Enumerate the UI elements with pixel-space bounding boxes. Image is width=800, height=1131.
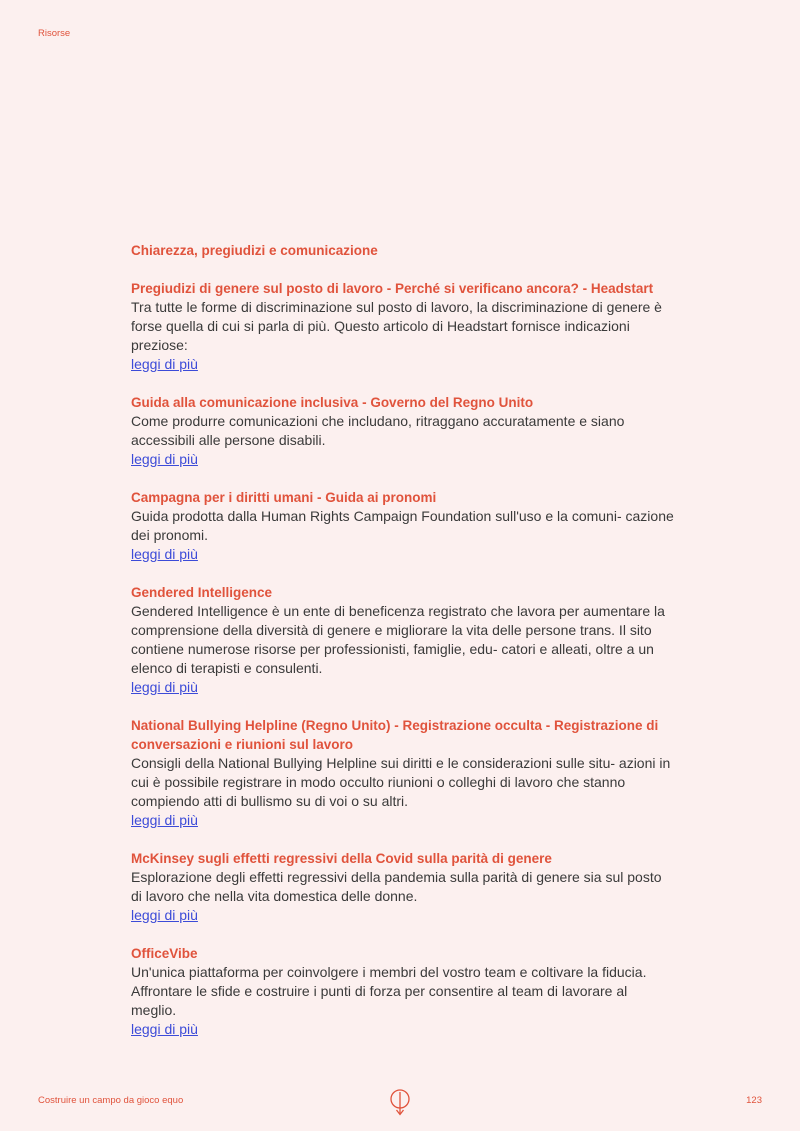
section-title: Chiarezza, pregiudizi e comunicazione — [131, 243, 378, 258]
resource-description: Esplorazione degli effetti regressivi della pandemia sulla parità di genere sia sul posto di lavoro che nella vita domestica delle donne. — [131, 869, 662, 904]
resource-title: OfficeVibe — [131, 946, 198, 961]
read-more-link[interactable]: leggi di più — [131, 546, 198, 562]
resource-title: National Bullying Helpline (Regno Unito) - Registrazione occulta - Registrazione di conversazioni e riunioni sul lavoro — [131, 718, 659, 752]
resource-entry — [131, 849, 676, 925]
resource-description: Guida prodotta dalla Human Rights Campaign Foundation sull'uso e la comuni- cazione dei pronomi. — [131, 508, 674, 543]
resource-description: Consigli della National Bullying Helpline sui diritti e le considerazioni sulle situ- azioni in cui è possibile registrare in modo occulto riunioni o colleghi di lavoro che stanno compiendo atti di bullismo su di voi o su altri. — [131, 755, 671, 809]
resources-content — [131, 241, 676, 1058]
resource-title: McKinsey sugli effetti regressivi della Covid sulla parità di genere — [131, 851, 552, 866]
resource-entry — [131, 944, 676, 1039]
resource-title: Pregiudizi di genere sul posto di lavoro - Perché si verificano ancora? - Headstart — [131, 281, 654, 296]
resource-title: Campagna per i diritti umani - Guida ai pronomi — [131, 490, 437, 505]
read-more-link[interactable]: leggi di più — [131, 1021, 198, 1037]
resource-description: Come produrre comunicazioni che includano, ritraggano accuratamente e siano accessibili alle persone disabili. — [131, 413, 625, 448]
resource-entry — [131, 583, 676, 697]
header-label: Risorse — [38, 28, 71, 39]
footer-document-title: Costruire un campo da gioco equo — [38, 1095, 184, 1106]
resource-entry — [131, 279, 676, 374]
read-more-link[interactable]: leggi di più — [131, 679, 198, 695]
resource-title: Gendered Intelligence — [131, 585, 273, 600]
resource-description: Gendered Intelligence è un ente di beneficenza registrato che lavora per aumentare la comprensione della diversità di genere e migliorare la vita delle persone trans. Il sito contiene numerose risorse per professionisti, famiglie, edu- catori e alleati, oltre a un elenco di terapisti e consulenti. — [131, 603, 665, 676]
read-more-link[interactable]: leggi di più — [131, 356, 198, 372]
down-arrow-circle-icon — [389, 1088, 411, 1118]
read-more-link[interactable]: leggi di più — [131, 812, 198, 828]
resource-entry — [131, 488, 676, 564]
read-more-link[interactable]: leggi di più — [131, 451, 198, 467]
read-more-link[interactable]: leggi di più — [131, 907, 198, 923]
resource-title: Guida alla comunicazione inclusiva - Governo del Regno Unito — [131, 395, 534, 410]
resource-description: Tra tutte le forme di discriminazione sul posto di lavoro, la discriminazione di genere è forse quella di cui si parla di più. Questo articolo di Headstart fornisce indicazioni preziose: — [131, 299, 662, 353]
resource-description: Un'unica piattaforma per coinvolgere i membri del vostro team e coltivare la fiducia. Affrontare le sfide e costruire i punti di forza per consentire al team di lavorare al meglio. — [131, 964, 647, 1018]
resource-entry — [131, 393, 676, 469]
resource-entry — [131, 716, 676, 830]
page-number: 123 — [746, 1095, 762, 1106]
